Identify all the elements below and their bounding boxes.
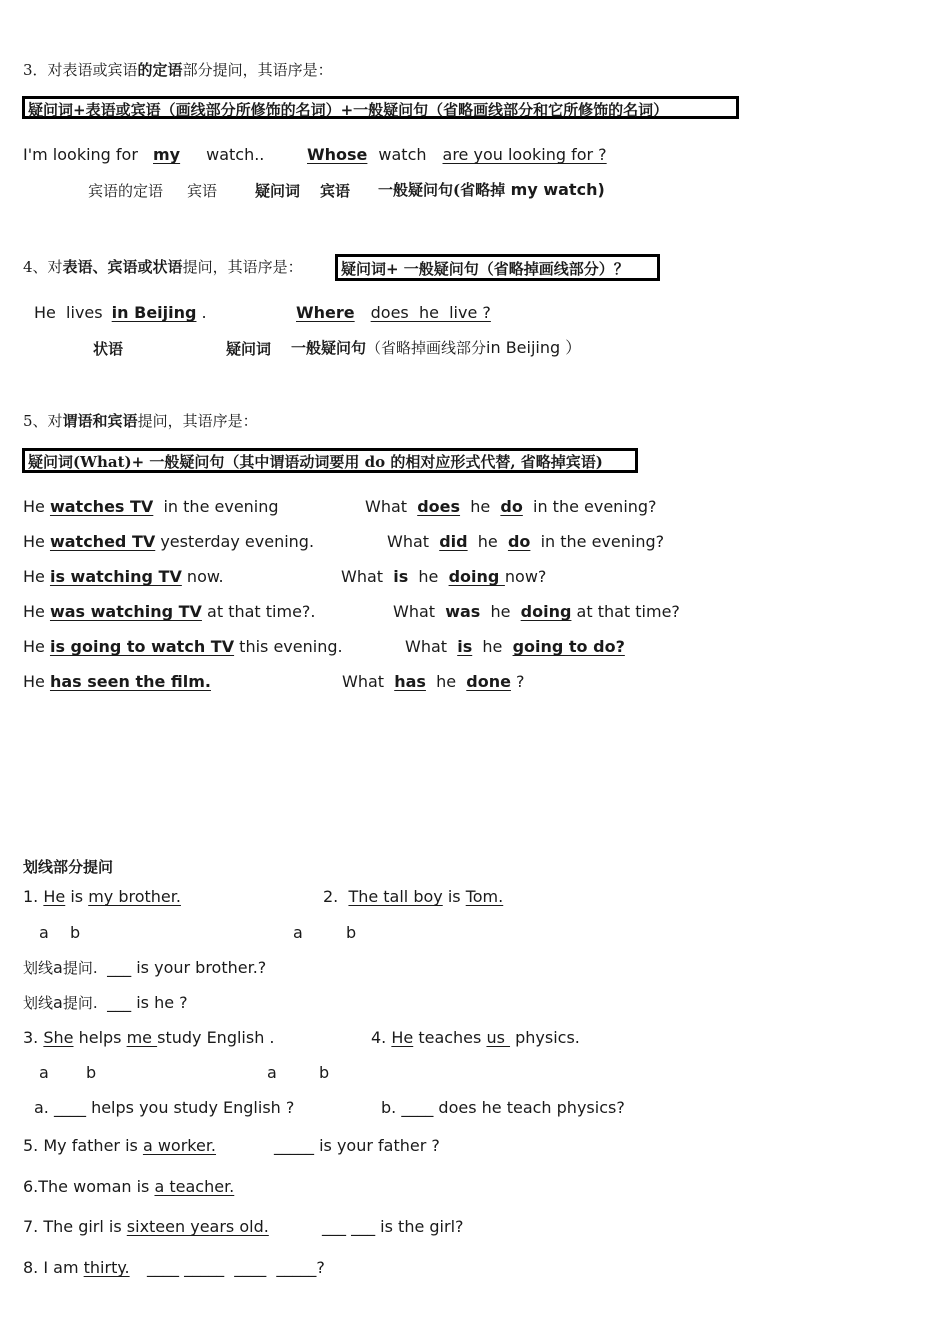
- underlined-predicate: has seen the film.: [49, 672, 211, 691]
- text: 划线: [23, 994, 54, 1012]
- s3-label: 宾语: [320, 182, 351, 200]
- answer-line-2: [23, 993, 188, 1013]
- text: watch: [378, 145, 427, 164]
- blank: ___: [107, 958, 132, 977]
- heading-text: 4、对: [23, 258, 63, 276]
- marker-b: b: [319, 1063, 330, 1082]
- exercise-2: [323, 887, 503, 907]
- underlined-a: He: [43, 887, 66, 906]
- text: 4.: [371, 1028, 392, 1047]
- exercise-5: [23, 1136, 216, 1156]
- exercise-4: [371, 1028, 580, 1048]
- s5-statement: [23, 497, 279, 517]
- s4-example-question: [296, 303, 491, 323]
- s5-question: [393, 602, 680, 622]
- text: in Beijing ）: [486, 338, 582, 357]
- main-verb: do: [507, 532, 531, 551]
- question-word: Whose: [307, 145, 368, 164]
- s5-statement: [23, 637, 343, 657]
- text: a: [53, 958, 63, 977]
- text: is your brother.?: [131, 958, 267, 977]
- s3-label: 宾语的定语: [88, 182, 164, 200]
- text: 划线: [23, 959, 54, 977]
- heading-emphasis: 表语、宾语或状语: [62, 258, 183, 276]
- text: at that time?.: [201, 602, 316, 621]
- section-3-formula-box: 疑问词+表语或宾语（画线部分所修饰的名词）+一般疑问句（省略画线部分和它所修饰的名词）: [22, 96, 739, 119]
- underlined-part: a worker.: [142, 1136, 217, 1155]
- text: What: [405, 637, 458, 656]
- exercise-7: [23, 1217, 269, 1237]
- underlined-a: He: [391, 1028, 414, 1047]
- text: He lives: [34, 303, 108, 322]
- heading-emphasis: 谓语和宾语: [62, 412, 138, 430]
- auxiliary-verb: has: [394, 672, 426, 691]
- text: he: [460, 497, 501, 516]
- answer-8: ____ _____ ____ _____?: [147, 1258, 325, 1277]
- answer-5: _____ is your father ?: [274, 1136, 440, 1155]
- text: He: [23, 672, 50, 691]
- underlined-predicate: was watching TV: [49, 602, 202, 621]
- underlined-part: a teacher.: [154, 1177, 235, 1196]
- underlined-phrase: in Beijing: [111, 303, 197, 322]
- text: teaches: [413, 1028, 487, 1047]
- text: at that time?: [571, 602, 680, 621]
- exercise-6: [23, 1177, 234, 1197]
- s5-question: [387, 532, 664, 552]
- exercise-title: 划线部分提问: [23, 858, 114, 876]
- section-4-heading: [23, 257, 303, 277]
- text: ?: [510, 672, 525, 691]
- underlined-predicate: is watching TV: [49, 567, 182, 586]
- text: What: [341, 567, 394, 586]
- text: he: [472, 637, 513, 656]
- marker-b: b: [86, 1063, 97, 1082]
- underlined-a: The tall boy: [348, 887, 443, 906]
- main-verb: going to do?: [512, 637, 625, 656]
- text: a: [53, 993, 63, 1012]
- section-3-heading: [23, 60, 333, 80]
- text: he: [425, 672, 467, 691]
- text: he: [467, 532, 508, 551]
- text: What: [342, 672, 395, 691]
- exercise-3: [23, 1028, 275, 1048]
- heading-text: 5、对: [23, 412, 63, 430]
- s3-label: 疑问词: [255, 182, 301, 200]
- text: 一般疑问句: [291, 339, 367, 357]
- heading-emphasis: 的定语: [137, 61, 183, 79]
- text: is: [442, 887, 466, 906]
- text: this evening.: [234, 637, 343, 656]
- s5-statement: [23, 602, 316, 622]
- underlined-predicate: is going to watch TV: [49, 637, 235, 656]
- underlined-clause: does he live ?: [370, 303, 491, 322]
- main-verb: doing: [520, 602, 572, 621]
- heading-text: 3．对表语或宾语: [23, 61, 138, 79]
- text: is: [65, 887, 89, 906]
- underlined-b: Tom.: [465, 887, 504, 906]
- heading-text: 提问，其语序是：: [182, 258, 303, 276]
- text: my watch): [505, 180, 605, 199]
- text: .: [196, 303, 207, 322]
- auxiliary-verb: did: [439, 532, 468, 551]
- text: in the evening?: [522, 497, 657, 516]
- s4-label: 疑问词: [226, 340, 272, 358]
- text: yesterday evening.: [155, 532, 315, 551]
- answer-7: ___ ___ is the girl?: [322, 1217, 464, 1236]
- s5-question: [365, 497, 657, 517]
- text: （省略掉画线部分: [366, 339, 487, 357]
- s4-label: [291, 338, 581, 358]
- underlined-a: She: [43, 1028, 74, 1047]
- s3-example-sentence: [23, 145, 264, 165]
- underlined-clause: are you looking for ?: [442, 145, 607, 164]
- text: 8. I am: [23, 1258, 84, 1277]
- text: He: [23, 602, 50, 621]
- text: He: [23, 497, 50, 516]
- s3-example-question: [307, 145, 607, 165]
- text: 6.The woman is: [23, 1177, 155, 1196]
- auxiliary-verb: is: [393, 567, 409, 586]
- marker-a: a: [39, 1063, 49, 1082]
- s5-statement: [23, 672, 211, 692]
- underlined-b: my brother.: [88, 887, 181, 906]
- answer-line-1: [23, 958, 266, 978]
- text: I'm looking for: [23, 145, 143, 164]
- text: 提问.: [62, 994, 108, 1012]
- text: What: [393, 602, 446, 621]
- text: 7. The girl is: [23, 1217, 127, 1236]
- text: in the evening?: [530, 532, 665, 551]
- text: He: [23, 567, 50, 586]
- underlined-predicate: watches TV: [49, 497, 154, 516]
- underlined-b: us: [486, 1028, 511, 1047]
- text: ___ is he ?: [107, 993, 188, 1012]
- text: now.: [181, 567, 224, 586]
- marker-a: a: [39, 923, 49, 942]
- s5-question: [342, 672, 525, 692]
- answer-line-4: b. ____ does he teach physics?: [381, 1098, 625, 1117]
- text: He: [23, 532, 50, 551]
- text: study English .: [157, 1028, 275, 1047]
- underlined-predicate: watched TV: [49, 532, 156, 551]
- text: 提问.: [62, 959, 108, 977]
- text: watch..: [206, 145, 265, 164]
- exercise-1: [23, 887, 181, 907]
- s4-example-sentence: [34, 303, 207, 323]
- text: physics.: [510, 1028, 580, 1047]
- text: he: [480, 602, 521, 621]
- s5-question: [341, 567, 546, 587]
- underlined-word: my: [153, 145, 181, 164]
- s5-statement: [23, 532, 314, 552]
- text: helps: [73, 1028, 127, 1047]
- auxiliary-verb: was: [445, 602, 481, 621]
- heading-text: 提问，其语序是：: [137, 412, 258, 430]
- underlined-b: me: [126, 1028, 158, 1047]
- exercise-8: [23, 1258, 130, 1278]
- auxiliary-verb: is: [457, 637, 473, 656]
- text: in the evening: [153, 497, 279, 516]
- marker-b: b: [346, 923, 357, 942]
- marker-b: b: [70, 923, 81, 942]
- s3-label: [378, 180, 605, 200]
- main-verb: done: [466, 672, 511, 691]
- answer-line-3: a. ____ helps you study English ?: [34, 1098, 295, 1117]
- marker-a: a: [267, 1063, 277, 1082]
- text: 2.: [323, 887, 349, 906]
- main-verb: doing: [448, 567, 505, 586]
- underlined-part: sixteen years old.: [126, 1217, 269, 1236]
- heading-text: 部分提问，其语序是：: [182, 61, 333, 79]
- underlined-part: thirty.: [83, 1258, 130, 1277]
- section-5-formula-box: 疑问词(What)+ 一般疑问句（其中谓语动词要用 do 的相对应形式代替, 省略掉宾语): [22, 448, 638, 473]
- text: What: [387, 532, 440, 551]
- s5-question: [405, 637, 625, 657]
- marker-a: a: [293, 923, 303, 942]
- text: he: [408, 567, 449, 586]
- text: 5. My father is: [23, 1136, 143, 1155]
- s3-label: 宾语: [187, 182, 218, 200]
- s5-statement: [23, 567, 224, 587]
- section-4-formula-box: 疑问词+ 一般疑问句（省略掉画线部分）？: [335, 254, 660, 281]
- main-verb: do: [500, 497, 523, 516]
- s4-label: 状语: [93, 340, 124, 358]
- section-5-heading: [23, 411, 258, 431]
- text: 1.: [23, 887, 44, 906]
- text: 一般疑问句(省略掉: [378, 181, 506, 199]
- text: 3.: [23, 1028, 44, 1047]
- text: He: [23, 637, 50, 656]
- question-word: Where: [296, 303, 355, 322]
- text: now?: [504, 567, 547, 586]
- auxiliary-verb: does: [417, 497, 461, 516]
- text: What: [365, 497, 418, 516]
